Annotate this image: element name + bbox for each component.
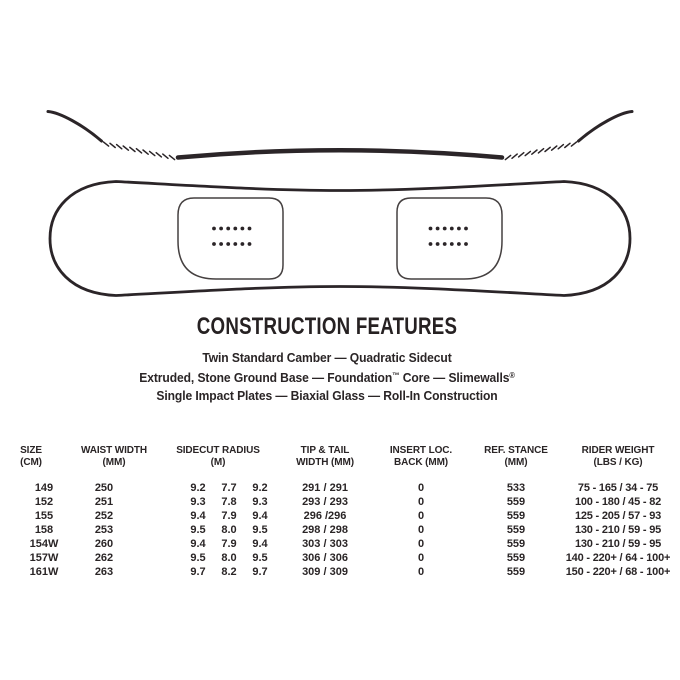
table-row — [0, 481, 680, 495]
sidecut-value: 8.0 — [221, 552, 237, 564]
cell-tip-tail: 303 / 303 — [302, 538, 348, 550]
cell-size: 154W — [29, 538, 59, 550]
table-row — [0, 523, 680, 537]
feature-line-1: Twin Standard Camber — Quadratic Sidecut — [202, 350, 452, 365]
table-row — [0, 537, 680, 551]
cell-waist: 251 — [94, 496, 114, 508]
sidecut-value: 9.4 — [252, 510, 268, 522]
table-row — [0, 551, 680, 565]
cell-sidecut — [152, 495, 284, 509]
sidecut-value: 9.7 — [190, 566, 206, 578]
cell-weight: 140 - 220+ / 64 - 100+ — [565, 552, 671, 564]
cell-tip-tail: 298 / 298 — [302, 524, 348, 536]
construction-features-title: CONSTRUCTION FEATURES — [196, 313, 458, 340]
cell-stance: 533 — [506, 482, 526, 494]
cell-tip-tail: 293 / 293 — [302, 496, 348, 508]
sidecut-value: 9.7 — [252, 566, 268, 578]
cell-weight: 75 - 165 / 34 - 75 — [577, 482, 659, 494]
table-header-row — [0, 445, 680, 469]
header-waist-line2: (MM) — [102, 457, 126, 468]
header-rider-weight — [556, 445, 680, 469]
header-tip-tail-width — [284, 445, 366, 469]
header-insert-loc — [366, 445, 462, 469]
cell-sidecut — [152, 509, 284, 523]
sidecut-value: 9.2 — [252, 482, 268, 494]
cell-insert: 0 — [417, 496, 425, 508]
cell-weight: 125 - 205 / 57 - 93 — [574, 510, 662, 522]
cell-insert: 0 — [417, 538, 425, 550]
contact-hatch-left — [103, 142, 174, 160]
cell-waist: 263 — [94, 566, 114, 578]
cell-size: 149 — [34, 482, 54, 494]
board-outline — [50, 182, 630, 296]
spec-table — [0, 445, 680, 579]
sidecut-value: 7.9 — [221, 510, 237, 522]
header-waist-width — [76, 445, 152, 469]
cell-weight: 130 - 210 / 59 - 95 — [574, 538, 662, 550]
cell-stance: 559 — [506, 510, 526, 522]
cell-waist: 250 — [94, 482, 114, 494]
header-ref-stance — [462, 445, 556, 469]
sidecut-value: 9.5 — [252, 552, 268, 564]
cell-size: 152 — [34, 496, 54, 508]
sidecut-value: 9.5 — [190, 524, 206, 536]
sidecut-value: 7.7 — [221, 482, 237, 494]
header-sidecut-radius — [152, 445, 284, 469]
header-weight-line2: (LBS / KG) — [593, 457, 643, 468]
cell-stance: 559 — [506, 496, 526, 508]
feature-line-2-text: Extruded, Stone Ground Base — Foundation — [139, 370, 393, 385]
sidecut-value: 9.2 — [190, 482, 206, 494]
sidecut-value: 9.4 — [190, 538, 206, 550]
cell-tip-tail: 306 / 306 — [302, 552, 348, 564]
sidecut-value: 9.4 — [252, 538, 268, 550]
cell-sidecut — [152, 537, 284, 551]
snowboard-diagram — [0, 0, 680, 310]
header-sidecut-line1: SIDECUT RADIUS — [176, 445, 260, 456]
cell-weight: 130 - 210 / 59 - 95 — [574, 524, 662, 536]
table-row — [0, 495, 680, 509]
registered-symbol: ® — [509, 371, 515, 380]
cell-insert: 0 — [417, 482, 425, 494]
cell-insert: 0 — [417, 524, 425, 536]
cell-insert: 0 — [417, 566, 425, 578]
header-tiptail-line1: TIP & TAIL — [300, 445, 350, 456]
cell-sidecut — [152, 565, 284, 579]
cell-waist: 253 — [94, 524, 114, 536]
header-size — [0, 445, 76, 469]
feature-line-2-text2: Core — Slimewalls — [399, 370, 510, 385]
camber-line — [178, 150, 502, 157]
tip-curve-left — [48, 112, 102, 142]
construction-features-list — [23, 349, 631, 405]
sidecut-value: 7.8 — [221, 496, 237, 508]
contact-hatch-right — [505, 142, 576, 160]
cell-waist: 260 — [94, 538, 114, 550]
feature-line-3: Single Impact Plates — Biaxial Glass — Roll-In Construction — [156, 388, 498, 403]
trademark-symbol: ™ — [392, 371, 400, 380]
header-stance-line1: REF. STANCE — [484, 445, 548, 456]
tip-curve-right — [579, 112, 633, 142]
cell-stance: 559 — [506, 538, 526, 550]
header-tiptail-line2: WIDTH (MM) — [296, 457, 354, 468]
sidecut-value: 9.4 — [190, 510, 206, 522]
table-body — [0, 481, 680, 579]
cell-tip-tail: 291 / 291 — [302, 482, 348, 494]
header-size-line1: SIZE — [20, 445, 42, 456]
sidecut-value: 9.5 — [190, 552, 206, 564]
table-row — [0, 509, 680, 523]
header-weight-line1: RIDER WEIGHT — [581, 445, 655, 456]
cell-waist: 252 — [94, 510, 114, 522]
sidecut-value: 9.3 — [190, 496, 206, 508]
insert-pad-right — [397, 198, 502, 279]
cell-weight: 150 - 220+ / 68 - 100+ — [565, 566, 671, 578]
cell-insert: 0 — [417, 552, 425, 564]
sidecut-value: 8.0 — [221, 524, 237, 536]
sidecut-value: 8.2 — [221, 566, 237, 578]
header-waist-line1: WAIST WIDTH — [80, 445, 148, 456]
header-size-line2: (CM) — [20, 457, 42, 468]
feature-line-2 — [23, 367, 631, 387]
sidecut-value: 9.5 — [252, 524, 268, 536]
cell-size: 158 — [34, 524, 54, 536]
cell-size: 157W — [29, 552, 59, 564]
header-insert-line2: BACK (MM) — [393, 457, 449, 468]
header-insert-line1: INSERT LOC. — [389, 445, 453, 456]
cell-sidecut — [152, 523, 284, 537]
sidecut-value: 9.3 — [252, 496, 268, 508]
insert-pad-left — [178, 198, 283, 279]
cell-size: 161W — [29, 566, 59, 578]
table-row — [0, 565, 680, 579]
cell-sidecut — [152, 551, 284, 565]
cell-insert: 0 — [417, 510, 425, 522]
cell-weight: 100 - 180 / 45 - 82 — [574, 496, 662, 508]
cell-stance: 559 — [506, 524, 526, 536]
cell-size: 155 — [34, 510, 54, 522]
camber-profile-diagram — [48, 112, 632, 160]
cell-stance: 559 — [506, 566, 526, 578]
header-stance-line2: (MM) — [504, 457, 528, 468]
sidecut-value: 7.9 — [221, 538, 237, 550]
cell-waist: 262 — [94, 552, 114, 564]
cell-stance: 559 — [506, 552, 526, 564]
header-sidecut-line2: (M) — [210, 457, 226, 468]
cell-tip-tail: 309 / 309 — [302, 566, 348, 578]
board-top-view — [50, 182, 630, 296]
cell-sidecut — [152, 481, 284, 495]
cell-tip-tail: 296 /296 — [303, 510, 347, 522]
